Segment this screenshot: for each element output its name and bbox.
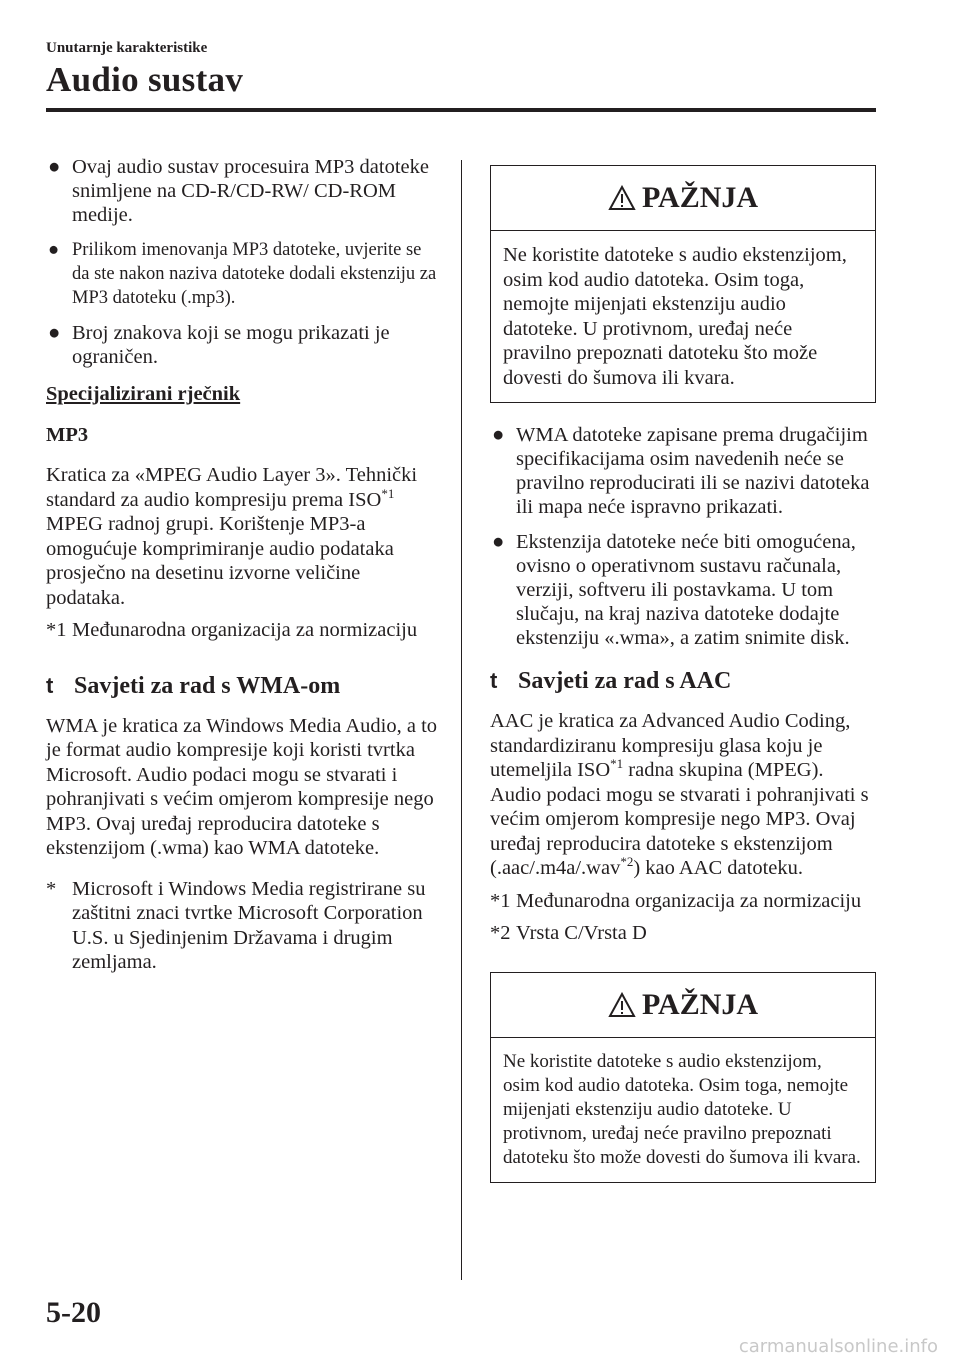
section-label: Unutarnje karakteristike xyxy=(46,40,208,56)
page-number: 5-20 xyxy=(46,1296,101,1329)
bullet-icon: ● xyxy=(492,424,505,446)
list-item: ● Ekstenzija datoteke neće biti omogućena, ovisno o operativnom sustavu računala, verziji, softveru ili postavkama. U tom slučaju, na kraj naziva datoteke dodajte ekstenziju «.wma», a zatim snimite disk. xyxy=(492,531,856,649)
footnote: * Microsoft i Windows Media registrirane su zaštitni znaci tvrtke Microsoft Corporation U.S. u Sjedinjenim Državama i drugim zemljama. xyxy=(46,877,426,973)
caution-text: Ne koristite datoteke s audio ekstenzijom, osim kod audio datoteka. Osim toga, nemojte mijenjati ekstenziju audio datoteke. U protivnom, uređaj neće pravilno prepoznati datoteku što može dovesti do šumova ili kvara. xyxy=(503,244,847,389)
bullet-icon: ● xyxy=(48,322,61,344)
bullet-icon: ● xyxy=(48,240,60,260)
caution-header: PAŽNJA xyxy=(491,166,875,231)
bullet-icon: ● xyxy=(48,156,61,178)
list-item: ● Ovaj audio sustav procesuira MP3 datoteke snimljene na CD-R/CD-RW/ CD-ROM medije. xyxy=(48,156,429,226)
section-marker-icon: t xyxy=(46,672,54,698)
section-marker-icon: t xyxy=(490,668,498,693)
footnote: *2 Vrsta C/Vrsta D xyxy=(490,922,647,944)
header-rule xyxy=(46,108,876,112)
caution-text: Ne koristite datoteke s audio ekstenzijom, osim kod audio datoteka. Osim toga, nemojte mijenjati ekstenziju audio datoteke. U protivnom, uređaj neće pravilno prepoznati datoteku što može dovesti do šumova ili kvara. xyxy=(503,1050,861,1168)
footnote-ref: *2 xyxy=(620,854,634,869)
wma-paragraph: WMA je kratica za Windows Media Audio, a to je format audio kompresije koji koristi tvrtka Microsoft. Audio podaci mogu se stvarati i pohranjivati s većim omjerom kompresije nego MP3. Ovaj uređaj reproducira datoteke s ekstenzijom (.wma) kao WMA datoteke. xyxy=(46,714,438,859)
column-divider xyxy=(461,160,462,1280)
page-title: Audio sustav xyxy=(46,60,244,99)
list-item: ● Broj znakova koji se mogu prikazati je ograničen. xyxy=(48,322,390,368)
wma-section-heading: t Savjeti za rad s WMA-om xyxy=(46,672,341,699)
aac-section-heading: t Savjeti za rad s AAC xyxy=(490,668,732,694)
list-item: ● Prilikom imenovanja MP3 datoteke, uvjerite se da ste nakon naziva datoteke dodali ekstenziju za MP3 datoteku (.mp3). xyxy=(48,240,437,308)
list-item: ● WMA datoteke zapisane prema drugačijim specifikacijama osim navedenih neće se pravilno reproducirati ili se nazivi datoteka ili mapa neće ispravno prikazati. xyxy=(492,424,870,518)
watermark: carmanualsonline.info xyxy=(738,1336,938,1357)
caution-box xyxy=(490,165,876,403)
caution-box xyxy=(490,972,876,1183)
aac-paragraph: AAC je kratica za Advanced Audio Coding, standardiziranu kompresiju glasa koju je utemeljila ISO$^{*1}$ radna skupina (MPEG). Audio podaci mogu se stvarati i pohranjivati s većim omjerom kompresije nego MP3. Ovaj uređaj reproducira datoteke s ekstenzijom (.aac/.m4a/.wav$^{*2}$) kao AAC datoteku. xyxy=(490,710,869,879)
caution-header: PAŽNJA xyxy=(491,973,875,1038)
footnote: *1 Međunarodna organizacija za normizaciju xyxy=(490,889,862,912)
bullet-icon: ● xyxy=(492,531,505,553)
footnote-ref: *1 xyxy=(381,485,395,501)
footnote-ref: *1 xyxy=(610,756,624,771)
right-column xyxy=(490,155,876,1203)
footnote: *1 Međunarodna organizacija za normizaciju xyxy=(46,619,418,641)
warning-icon xyxy=(608,992,636,1018)
glossary-heading: Specijalizirani rječnik xyxy=(46,383,241,405)
warning-icon xyxy=(608,185,636,211)
left-column xyxy=(46,155,441,983)
mp3-heading: MP3 xyxy=(46,424,89,446)
mp3-paragraph: Kratica za «MPEG Audio Layer 3». Tehnički standard za audio kompresiju prema ISO$^{*1}$ MPEG radnoj grupi. Korištenje MP3-a omogućuje komprimiranje audio podataka prosječno na desetinu izvorne veličine podataka. xyxy=(46,464,418,609)
